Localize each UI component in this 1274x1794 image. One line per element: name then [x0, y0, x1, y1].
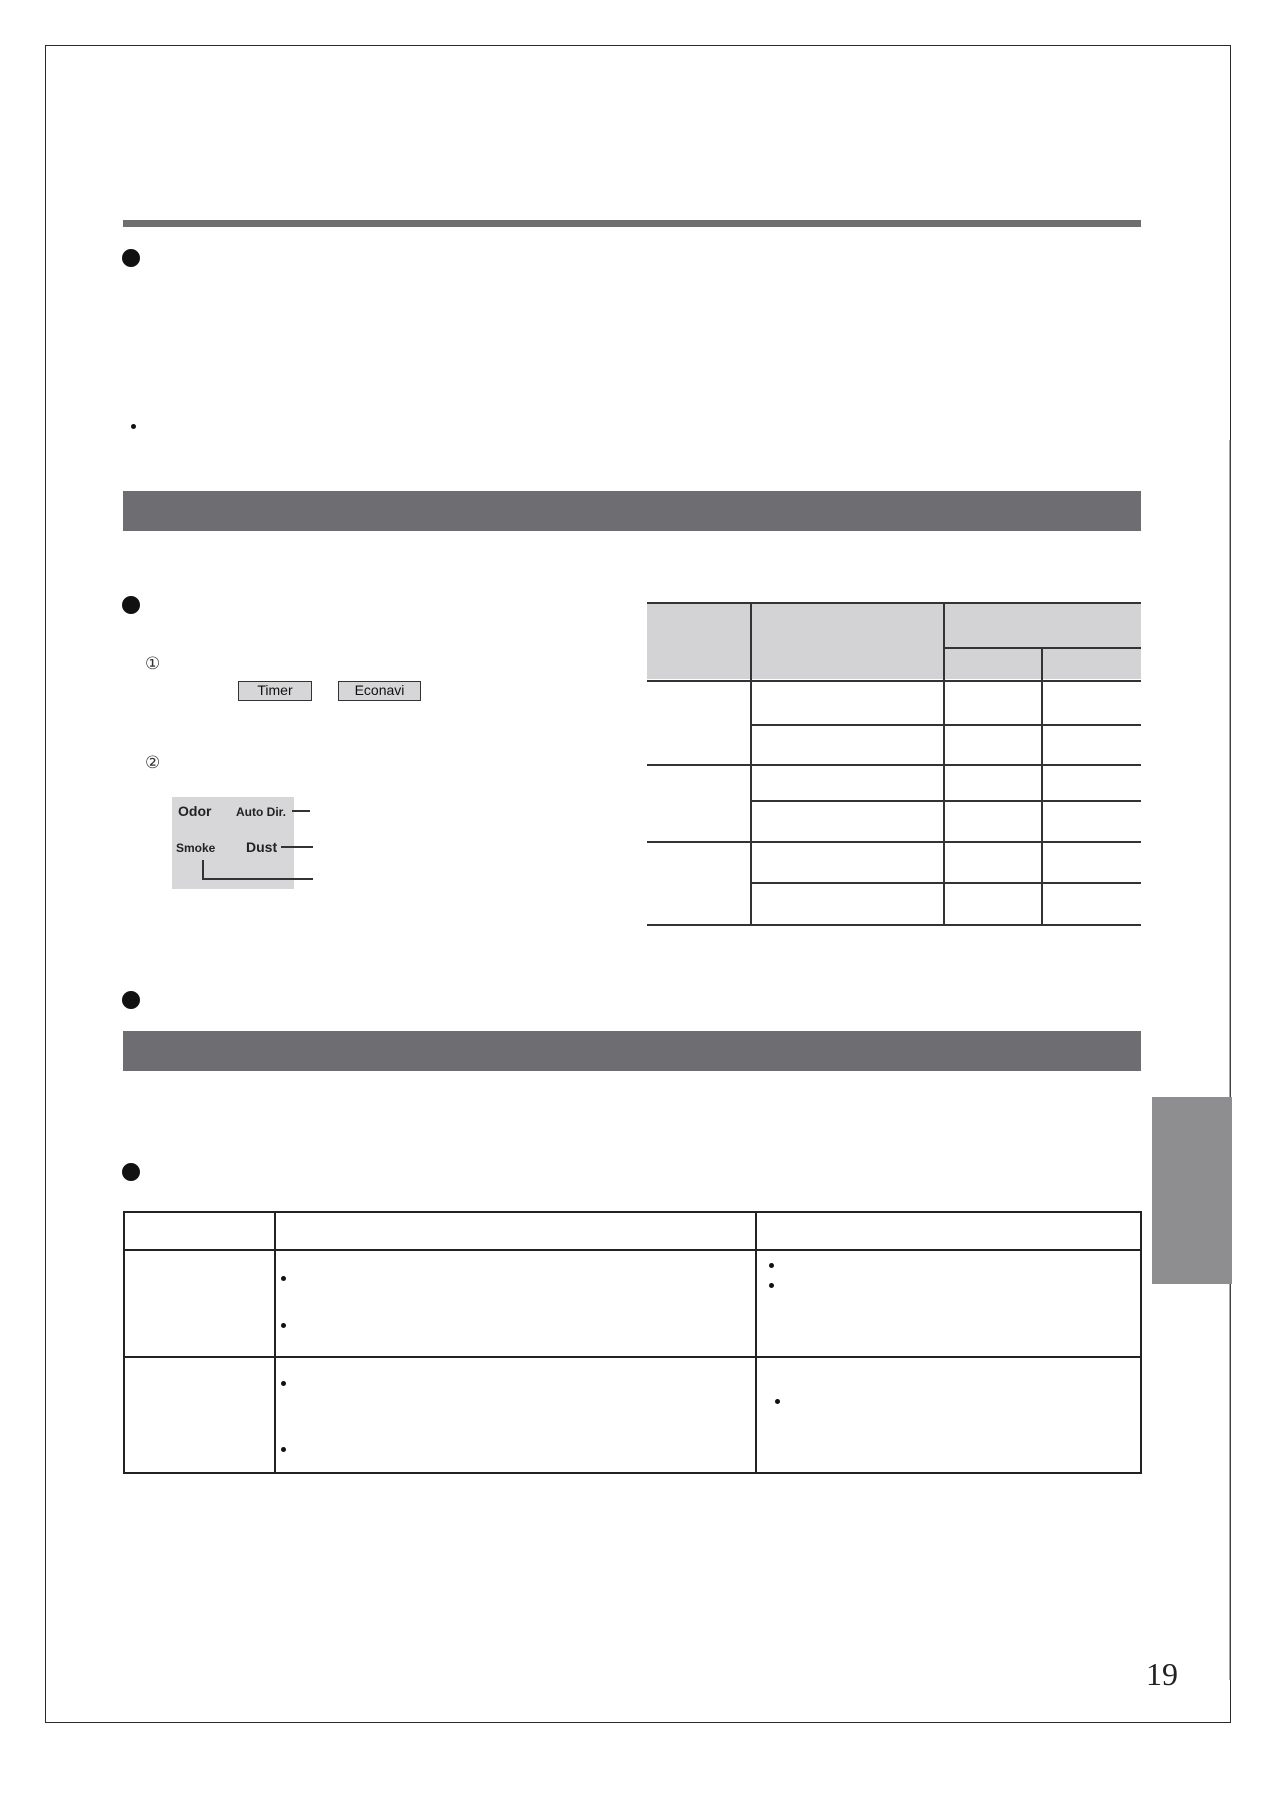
section-bullet-icon: [122, 1163, 140, 1181]
section-bullet-icon: [122, 596, 140, 614]
list-bullet-icon: [769, 1283, 774, 1288]
table-rule: [944, 647, 1141, 649]
auto-dir-indicator: Auto Dir.: [236, 805, 286, 819]
list-bullet-icon: [281, 1381, 286, 1386]
table-rule: [943, 603, 945, 924]
leader-line: [281, 846, 313, 848]
timer-button[interactable]: Timer: [238, 681, 312, 701]
section-bullet-icon: [122, 991, 140, 1009]
table-rule: [647, 924, 1141, 926]
section-header-bar: [123, 1031, 1141, 1071]
leader-line: [202, 860, 204, 879]
chapter-side-tab[interactable]: [1152, 1097, 1232, 1284]
table-rule: [125, 1249, 1140, 1251]
econavi-button[interactable]: Econavi: [338, 681, 421, 701]
table-rule: [755, 1213, 757, 1472]
page-number: 19: [1146, 1656, 1178, 1692]
table-rule: [647, 602, 1141, 604]
table-rule: [751, 724, 1141, 726]
smoke-indicator: Smoke: [176, 841, 216, 855]
list-bullet-icon: [281, 1276, 286, 1281]
leader-line: [292, 810, 310, 812]
table-rule: [125, 1356, 1140, 1358]
table-rule: [750, 603, 752, 924]
section-header-bar: [123, 491, 1141, 531]
list-bullet-icon: [281, 1323, 286, 1328]
section-bullet-icon: [122, 249, 140, 267]
dust-indicator: Dust: [246, 839, 278, 855]
leader-line: [202, 878, 313, 880]
step-one-marker: ①: [145, 654, 161, 674]
table-rule: [1041, 647, 1043, 924]
table-rule: [647, 764, 1141, 766]
table-rule: [647, 841, 1141, 843]
list-bullet-icon: [131, 424, 136, 429]
table-rule: [647, 680, 1141, 682]
list-bullet-icon: [281, 1447, 286, 1452]
top-rule: [123, 220, 1141, 227]
table-header: [647, 603, 1141, 679]
table-rule: [751, 882, 1141, 884]
info-table: [123, 1211, 1142, 1474]
step-two-marker: ②: [145, 753, 161, 773]
list-bullet-icon: [775, 1399, 780, 1404]
table-rule: [751, 800, 1141, 802]
odor-indicator: Odor: [178, 803, 212, 819]
display-panel: [172, 797, 294, 889]
table-rule: [274, 1213, 276, 1472]
scan-edge: [1229, 440, 1231, 1680]
list-bullet-icon: [769, 1263, 774, 1268]
